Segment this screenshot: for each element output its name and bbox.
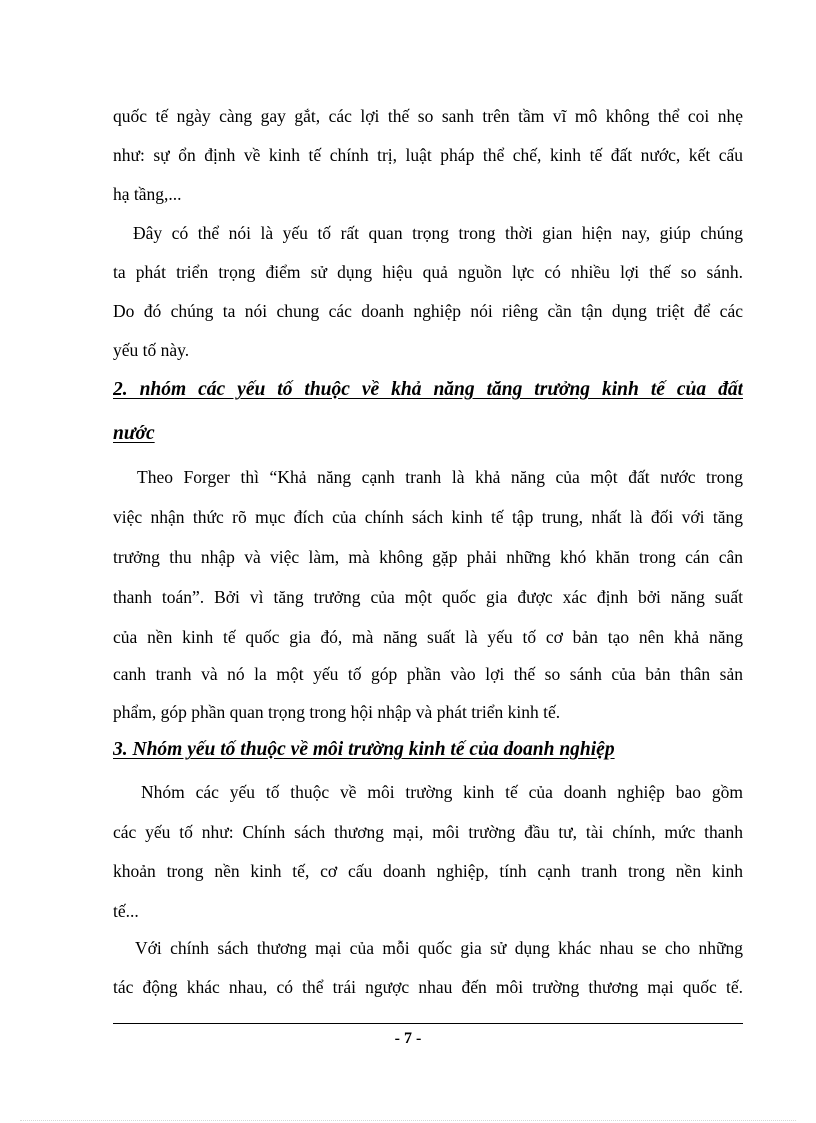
body-text-line: trưởng thu nhập và việc làm, mà không gặp phải những khó khăn trong cán cân <box>113 547 743 567</box>
body-text-line: việc nhận thức rõ mục đích của chính sách kinh tế tập trung, nhất là đối với tăng <box>113 507 743 527</box>
body-text-line: của nền kinh tế quốc gia đó, mà năng suất là yếu tố cơ bản tạo nên khả năng <box>113 627 743 647</box>
body-text-line: tác động khác nhau, có thể trái ngược nhau đến môi trường thương mại quốc tế. <box>113 977 743 997</box>
body-text-line: tế... <box>113 901 139 921</box>
section-heading-3: 3. Nhóm yếu tố thuộc về môi trường kinh tế của doanh nghiệp <box>113 739 615 760</box>
body-text-line: thanh toán”. Bởi vì tăng trưởng của một quốc gia được xác định bởi năng suất <box>113 587 743 607</box>
section-heading-2: 2. nhóm các yếu tố thuộc về khả năng tăng trưởng kinh tế của đất <box>113 379 743 400</box>
section-heading-2-continued: nước <box>113 423 155 444</box>
body-text-line: quốc tế ngày càng gay gắt, các lợi thế so sanh trên tầm vĩ mô không thể coi nhẹ <box>113 106 743 126</box>
body-text-line: Đây có thể nói là yếu tố rất quan trọng trong thời gian hiện nay, giúp chúng <box>133 223 743 243</box>
body-text-line: ta phát triển trọng điểm sử dụng hiệu quả nguồn lực có nhiều lợi thế so sánh. <box>113 262 743 282</box>
footer-divider <box>113 1023 743 1024</box>
body-text-line: khoản trong nền kinh tế, cơ cấu doanh nghiệp, tính cạnh tranh trong nền kinh <box>113 861 743 881</box>
page-number: - 7 - <box>394 1030 422 1047</box>
body-text-line: Với chính sách thương mại của mỗi quốc gia sử dụng khác nhau se cho những <box>135 938 743 958</box>
body-text-line: Do đó chúng ta nói chung các doanh nghiệp nói riêng cần tận dụng triệt để các <box>113 301 743 321</box>
page-edge-dotted-line <box>20 1120 796 1121</box>
body-text-line: như: sự ổn định về kinh tế chính trị, luật pháp thể chế, kinh tế đất nước, kết cấu <box>113 145 743 165</box>
body-text-line: yếu tố này. <box>113 340 190 360</box>
body-text-line: Nhóm các yếu tố thuộc về môi trường kinh tế của doanh nghiệp bao gồm <box>141 782 743 802</box>
body-text-line: Theo Forger thì “Khả năng cạnh tranh là khả năng của một đất nước trong <box>137 467 743 487</box>
body-text-line: các yếu tố như: Chính sách thương mại, môi trường đầu tư, tài chính, mức thanh <box>113 822 743 842</box>
body-text-line: canh tranh và nó la một yếu tố góp phần vào lợi thế so sánh của bản thân sản <box>113 664 743 684</box>
body-text-line: hạ tầng,... <box>113 184 182 204</box>
body-text-line: phẩm, góp phần quan trọng trong hội nhập và phát triển kinh tế. <box>113 702 561 722</box>
